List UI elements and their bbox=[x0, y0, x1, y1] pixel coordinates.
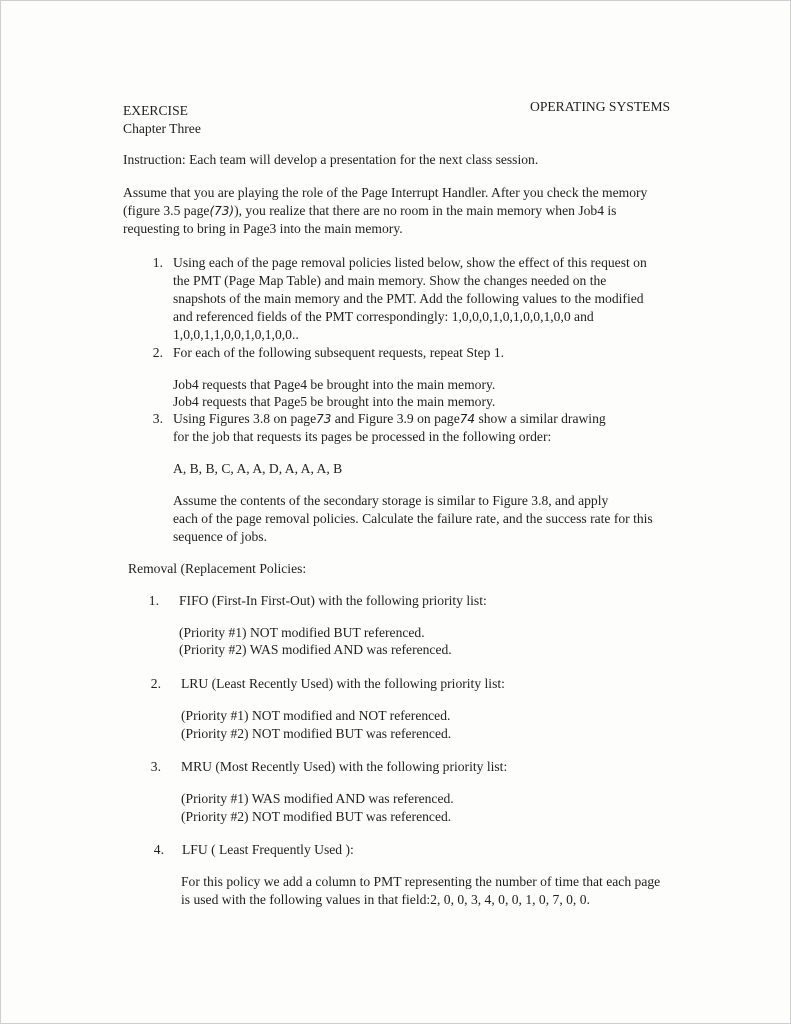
policy-3-title: MRU (Most Recently Used) with the following priority list: bbox=[181, 759, 508, 774]
step-1-line-5: 1,0,0,1,1,0,0,1,0,1,0,0.. bbox=[173, 327, 299, 342]
policy-2-number: 2. bbox=[150, 676, 161, 691]
step-3-number: 3. bbox=[152, 411, 163, 426]
chapter-subtitle: Chapter Three bbox=[123, 121, 201, 136]
policy-3-priority-2: (Priority #2) NOT modified BUT was referenced. bbox=[181, 809, 452, 824]
instruction-text: Instruction: Each team will develop a presentation for the next class session. bbox=[123, 152, 539, 167]
policy-1-number: 1. bbox=[148, 593, 159, 608]
step-2-request-2: Job4 requests that Page5 be brought into the main memory. bbox=[173, 394, 496, 409]
course-title: OPERATING SYSTEMS bbox=[530, 99, 671, 114]
intro-line-1: Assume that you are playing the role of the Page Interrupt Handler. After you check the memory bbox=[123, 185, 648, 200]
step-3-line-1-start: Using Figures 3.8 on page bbox=[173, 411, 317, 426]
removal-policies-heading: Removal (Replacement Policies: bbox=[128, 561, 307, 576]
policy-1-priority-2: (Priority #2) WAS modified AND was referenced. bbox=[179, 642, 452, 657]
step-3-line-1-end: show a similar drawing bbox=[478, 411, 606, 426]
step-1-line-1: Using each of the page removal policies listed below, show the effect of this request on bbox=[173, 255, 647, 270]
intro-line-2-start: (figure 3.5 page bbox=[123, 203, 210, 218]
step-3-para-line-3: sequence of jobs. bbox=[173, 529, 267, 544]
step-3-line-2: for the job that requests its pages be processed in the following order: bbox=[173, 429, 552, 444]
step-3-line-1-mid: and Figure 3.9 on page bbox=[331, 411, 460, 426]
step-1-line-2: the PMT (Page Map Table) and main memory. Show the changes needed on the bbox=[173, 273, 607, 288]
policy-4-line-2: is used with the following values in that field:2, 0, 0, 3, 4, 0, 0, 1, 0, 7, 0, 0. bbox=[181, 892, 590, 907]
policy-3-priority-1: (Priority #1) WAS modified AND was referenced. bbox=[181, 791, 454, 806]
policy-1-title: FIFO (First-In First-Out) with the following priority list: bbox=[179, 593, 487, 608]
policy-4-title: LFU ( Least Frequently Used ): bbox=[182, 842, 354, 857]
step-3-para-line-2: each of the page removal policies. Calculate the failure rate, and the success rate for this bbox=[173, 511, 653, 526]
handwritten-page-73: 73 bbox=[316, 412, 332, 426]
step-3-para-line-1: Assume the contents of the secondary storage is similar to Figure 3.8, and apply bbox=[173, 493, 609, 508]
step-2-request-1: Job4 requests that Page4 be brought into the main memory. bbox=[173, 377, 496, 392]
handwritten-page-74: 74 bbox=[459, 412, 476, 426]
policy-2-title: LRU (Least Recently Used) with the following priority list: bbox=[181, 676, 505, 691]
intro-line-2 bbox=[123, 202, 616, 220]
policy-4-number: 4. bbox=[153, 842, 164, 857]
policy-3-number: 3. bbox=[150, 759, 161, 774]
page-request-sequence: A, B, B, C, A, A, D, A, A, A, B bbox=[173, 461, 343, 476]
handwritten-page-ref: (73) bbox=[209, 204, 235, 218]
step-1-line-3: snapshots of the main memory and the PMT. Add the following values to the modified bbox=[173, 291, 644, 306]
step-1-number: 1. bbox=[152, 255, 163, 270]
policy-2-priority-1: (Priority #1) NOT modified and NOT referenced. bbox=[181, 708, 451, 723]
step-3-line-1 bbox=[173, 410, 606, 428]
exercise-title: EXERCISE bbox=[123, 103, 188, 118]
intro-line-2-end: ), you realize that there are no room in the main memory when Job4 is bbox=[234, 203, 617, 218]
step-1-line-4: and referenced fields of the PMT correspondingly: 1,0,0,0,1,0,1,0,0,1,0,0 and bbox=[173, 309, 594, 324]
policy-4-line-1: For this policy we add a column to PMT representing the number of time that each page bbox=[181, 874, 661, 889]
step-2-line-1: For each of the following subsequent requests, repeat Step 1. bbox=[173, 345, 505, 360]
intro-line-3: requesting to bring in Page3 into the main memory. bbox=[123, 221, 403, 236]
step-2-number: 2. bbox=[152, 345, 163, 360]
policy-2-priority-2: (Priority #2) NOT modified BUT was referenced. bbox=[181, 726, 452, 741]
policy-1-priority-1: (Priority #1) NOT modified BUT referenced. bbox=[179, 625, 425, 640]
